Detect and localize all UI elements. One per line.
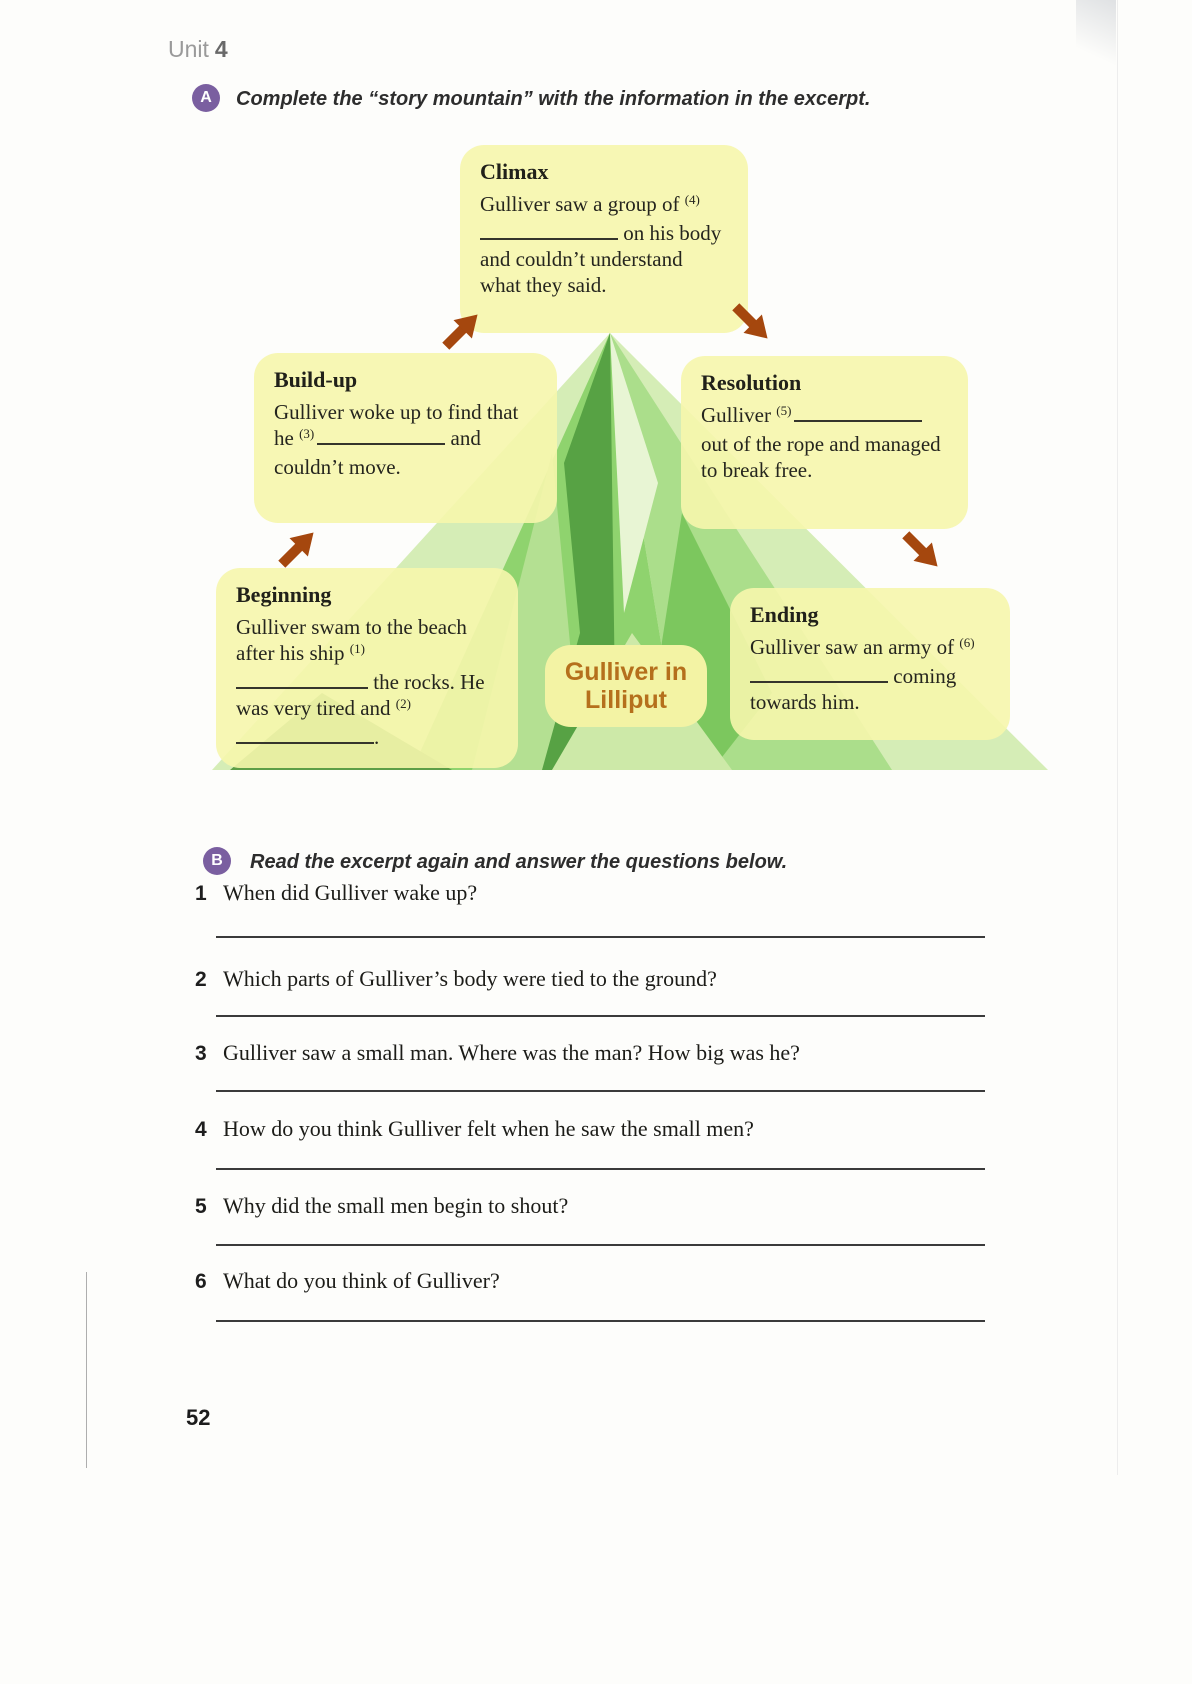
answer-blank (480, 226, 618, 240)
blank-number-label: (3) (299, 426, 315, 441)
answer-line (216, 1090, 985, 1092)
ending-title: Ending (750, 602, 819, 627)
blank-number-label: (4) (684, 192, 700, 207)
resolution-text: Gulliver $^{(5)}$ out of the rope and managed to break free. (701, 403, 941, 482)
blank-number-label: (5) (776, 403, 792, 418)
buildup-title: Build-up (274, 367, 358, 392)
answer-line (216, 1168, 985, 1170)
question-row-5 (195, 1193, 568, 1219)
center-label (545, 645, 707, 727)
question-row-2 (195, 966, 717, 992)
blank-number-label: (2) (395, 696, 411, 711)
unit-header (168, 36, 228, 63)
ending-box (730, 588, 1010, 740)
answer-blank (236, 675, 368, 689)
question-text: How do you think Gulliver felt when he saw the small men? (223, 1116, 754, 1141)
section-a-instruction: Complete the “story mountain” with the information in the excerpt. (236, 88, 871, 110)
center-label-line2: Lilliput (585, 686, 667, 714)
blank-number-label: (1) (349, 641, 365, 656)
section-a-badge: A (192, 84, 220, 112)
section-b-badge: B (203, 847, 231, 875)
climax-title: Climax (480, 159, 549, 184)
buildup-box (254, 353, 557, 523)
question-number: 6 (195, 1270, 207, 1293)
question-text: When did Gulliver wake up? (223, 880, 478, 905)
question-number: 5 (195, 1195, 207, 1218)
question-number: 1 (195, 882, 207, 905)
question-number: 4 (195, 1118, 207, 1141)
answer-blank (236, 730, 374, 744)
beginning-title: Beginning (236, 582, 332, 607)
question-row-3 (195, 1040, 800, 1066)
question-text: Which parts of Gulliver’s body were tied to the ground? (223, 966, 717, 991)
resolution-title: Resolution (701, 370, 802, 395)
question-text: What do you think of Gulliver? (223, 1268, 500, 1293)
question-number: 2 (195, 968, 207, 991)
answer-blank (794, 408, 922, 422)
center-label-line1: Gulliver in (564, 658, 688, 686)
question-row-6 (195, 1268, 500, 1294)
answer-blank (750, 669, 888, 683)
resolution-box (681, 356, 968, 529)
answer-line (216, 1320, 985, 1322)
beginning-box (216, 568, 518, 768)
page-corner-smudge (1076, 0, 1116, 102)
question-number: 3 (195, 1042, 207, 1065)
ending-text: Gulliver saw an army of $^{(6)}$ coming towards him. (750, 635, 975, 714)
climax-box (460, 145, 748, 333)
section-b-instruction: Read the excerpt again and answer the questions below. (250, 851, 788, 873)
blank-number-label: (6) (959, 635, 975, 650)
answer-line (216, 936, 985, 938)
question-row-4 (195, 1116, 754, 1142)
beginning-text: Gulliver swam to the beach after his ship $^{(1)}$ the rocks. He was very tired and $^{(2)}$. (236, 615, 485, 749)
page-edge-line (1117, 0, 1118, 1475)
question-text: Why did the small men begin to shout? (223, 1193, 569, 1218)
answer-line (216, 1244, 985, 1246)
page-number: 52 (186, 1405, 211, 1430)
answer-line (216, 1015, 985, 1017)
answer-blank (317, 431, 445, 445)
unit-number: 4 (214, 36, 228, 62)
question-text: Gulliver saw a small man. Where was the man? How big was he? (223, 1040, 800, 1065)
question-row-1 (195, 880, 477, 906)
unit-label: Unit (168, 36, 209, 62)
climax-text: Gulliver saw a group of $^{(4)}$ on his body and couldn’t understand what they said. (480, 192, 722, 297)
left-margin-rule (86, 1272, 87, 1468)
buildup-text: Gulliver woke up to find that he $^{(3)}$ and couldn’t move. (274, 400, 519, 479)
